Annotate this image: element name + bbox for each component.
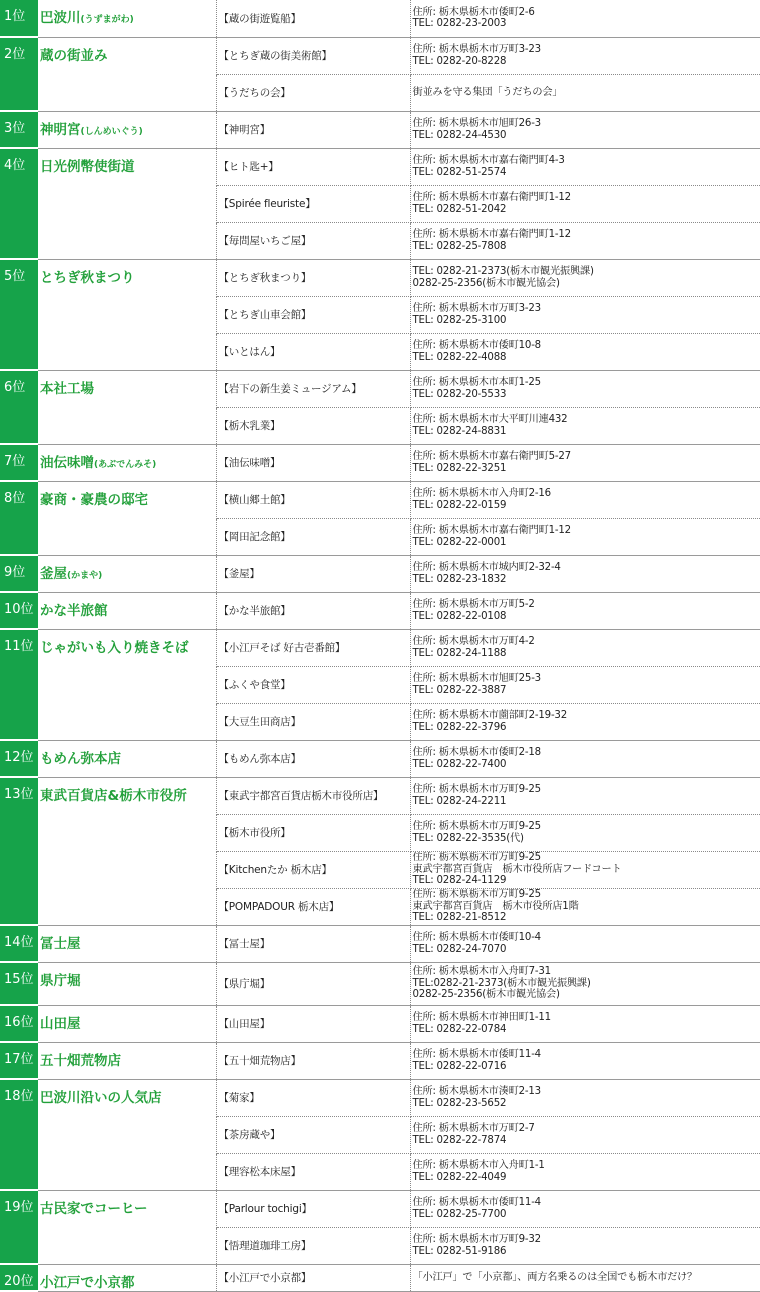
rank-label: 14位 [4, 935, 34, 950]
rank-label: 5位 [4, 269, 26, 284]
contact-info [410, 1079, 760, 1116]
contact-line: 街並みを守る集団「うだちの会」 [412, 86, 563, 98]
rank-label: 12位 [4, 750, 34, 765]
contact-line: TEL: 0282-22-3251 [412, 462, 507, 474]
table-row [0, 666, 760, 703]
theme-cell [38, 333, 216, 370]
theme-cell [38, 518, 216, 555]
place-name: 【茶房蔵や】 [216, 1116, 410, 1153]
theme-cell [38, 37, 216, 74]
theme-title: もめん弥本店 [40, 750, 121, 767]
theme-title: 油伝味噌 [40, 454, 94, 471]
contact-line: 住所: 栃木県栃木市嘉右衛門町1-12 [412, 525, 571, 536]
theme-cell [38, 592, 216, 629]
rank-cell [0, 111, 38, 148]
contact-line: 住所: 栃木県栃木市倭町10-4 [412, 932, 541, 943]
contact-line: TEL: 0282-22-7874 [412, 1134, 507, 1146]
table-row [0, 1042, 760, 1079]
contact-info [410, 1264, 760, 1291]
theme-title: 県庁堀 [40, 972, 81, 989]
place-name: 【東武宇都宮百貨店栃木市役所店】 [216, 777, 410, 814]
table-row [0, 0, 760, 37]
contact-line: TEL: 0282-25-7700 [412, 1208, 507, 1220]
theme-reading: (しんめいぐう) [80, 126, 143, 137]
table-row [0, 222, 760, 259]
rank-label: 4位 [4, 158, 26, 173]
contact-info [410, 370, 760, 407]
rank-cell [0, 222, 38, 259]
theme-cell [38, 740, 216, 777]
contact-info [410, 1042, 760, 1079]
place-name: 【油伝味噌】 [216, 444, 410, 481]
table-row [0, 1227, 760, 1264]
rank-cell [0, 1005, 38, 1042]
contact-info [410, 111, 760, 148]
theme-cell [38, 259, 216, 296]
contact-line: 住所: 栃木県栃木市倭町10-8 [412, 340, 541, 351]
theme-cell [38, 74, 216, 111]
contact-info [410, 148, 760, 185]
rank-cell [0, 296, 38, 333]
contact-line: TEL: 0282-51-9186 [412, 1245, 507, 1257]
place-name: 【Kitchenたか 栃木店】 [216, 851, 410, 888]
table-row [0, 259, 760, 296]
theme-reading: (かまや) [67, 570, 103, 581]
rank-cell [0, 1116, 38, 1153]
contact-line: TEL: 0282-24-7070 [412, 943, 507, 955]
theme-cell [38, 666, 216, 703]
contact-line: 東武宇都宮百貨店 栃木市役所店1階 [412, 900, 579, 912]
contact-line: 「小江戸」で「小京都」、両方名乗るのは全国でも栃木市だけ？ [412, 1271, 698, 1283]
theme-title: 本社工場 [40, 380, 94, 397]
contact-line: 住所: 栃木県栃木市万町9-25 [412, 821, 541, 832]
rank-label: 2位 [4, 47, 26, 62]
theme-title: 山田屋 [40, 1015, 81, 1032]
place-name: 【五十畑荒物店】 [216, 1042, 410, 1079]
place-name: 【小江戸で小京都】 [216, 1264, 410, 1291]
theme-cell [38, 629, 216, 666]
contact-info [410, 37, 760, 74]
place-name: 【うだちの会】 [216, 74, 410, 111]
rank-cell [0, 1079, 38, 1116]
place-name: 【POMPADOUR 栃木店】 [216, 888, 410, 925]
table-row [0, 555, 760, 592]
contact-line: 住所: 栃木県栃木市倭町2-6 [412, 6, 535, 18]
theme-cell [38, 1079, 216, 1116]
contact-info [410, 0, 760, 37]
place-name: 【釜屋】 [216, 555, 410, 592]
contact-line: TEL: 0282-22-3887 [412, 684, 507, 696]
contact-line: 住所: 栃木県栃木市万町4-2 [412, 636, 535, 647]
theme-cell [38, 1264, 216, 1291]
contact-info [410, 1153, 760, 1190]
contact-line: TEL: 0282-22-0108 [412, 610, 507, 622]
place-name: 【毎問屋いちご屋】 [216, 222, 410, 259]
table-row [0, 814, 760, 851]
contact-info [410, 407, 760, 444]
contact-line: TEL: 0282-22-0716 [412, 1060, 507, 1072]
theme-cell [38, 703, 216, 740]
contact-line: 住所: 栃木県栃木市倭町2-18 [412, 747, 541, 758]
place-name: 【栃木乳業】 [216, 407, 410, 444]
theme-cell [38, 370, 216, 407]
rank-label: 19位 [4, 1200, 34, 1215]
theme-cell [38, 851, 216, 888]
rank-cell [0, 74, 38, 111]
contact-info [410, 444, 760, 481]
contact-line: 住所: 栃木県栃木市万町9-25 [412, 784, 541, 795]
contact-line: TEL: 0282-24-4530 [412, 129, 507, 141]
contact-line: 住所: 栃木県栃木市入舟町1-1 [412, 1160, 545, 1171]
contact-line: TEL: 0282-22-4088 [412, 351, 507, 363]
theme-title: じゃがいも入り焼きそば [40, 639, 189, 656]
contact-line: 住所: 栃木県栃木市入舟町2-16 [412, 488, 551, 499]
rank-label: 20位 [4, 1274, 34, 1289]
table-row [0, 1153, 760, 1190]
rank-cell [0, 0, 38, 37]
theme-cell [38, 1005, 216, 1042]
contact-line: 住所: 栃木県栃木市嘉右衛門町1-12 [412, 192, 571, 203]
rank-cell [0, 407, 38, 444]
contact-info [410, 1005, 760, 1042]
contact-line: 0282-25-2356(栃木市観光協会) [412, 989, 560, 1001]
contact-line: 住所: 栃木県栃木市神田町1-11 [412, 1012, 551, 1023]
contact-line: 住所: 栃木県栃木市大平町川連432 [412, 414, 568, 425]
contact-line: TEL: 0282-20-5533 [412, 388, 507, 400]
contact-line: TEL: 0282-23-1832 [412, 573, 507, 585]
contact-info [410, 481, 760, 518]
contact-line: 住所: 栃木県栃木市万町3-23 [412, 44, 541, 55]
contact-info [410, 1227, 760, 1264]
contact-line: TEL: 0282-22-0784 [412, 1023, 507, 1035]
place-name: 【大豆生田商店】 [216, 703, 410, 740]
place-name: 【ふくや食堂】 [216, 666, 410, 703]
contact-line: 住所: 栃木県栃木市本町1-25 [412, 377, 541, 388]
theme-title: 豪商・豪農の邸宅 [40, 491, 148, 508]
theme-cell [38, 407, 216, 444]
theme-cell [38, 1042, 216, 1079]
place-name: 【とちぎ秋まつり】 [216, 259, 410, 296]
contact-info [410, 222, 760, 259]
theme-cell [38, 925, 216, 962]
theme-reading: (うずまがわ) [80, 15, 134, 25]
contact-line: TEL: 0282-21-8512 [412, 912, 507, 924]
rank-cell [0, 703, 38, 740]
place-name: 【いとはん】 [216, 333, 410, 370]
theme-title: かな半旅館 [40, 602, 108, 619]
place-name: 【山田屋】 [216, 1005, 410, 1042]
theme-cell [38, 555, 216, 592]
contact-info [410, 777, 760, 814]
rank-label: 6位 [4, 380, 26, 395]
contact-info [410, 74, 760, 111]
table-row [0, 962, 760, 1005]
rank-label: 13位 [4, 787, 34, 802]
rank-cell [0, 629, 38, 666]
contact-line: 住所: 栃木県栃木市嘉右衛門町5-27 [412, 451, 571, 462]
contact-info [410, 888, 760, 925]
place-name: 【蔵の街遊覧船】 [216, 0, 410, 37]
rank-cell [0, 777, 38, 814]
theme-cell [38, 888, 216, 925]
place-name: 【理容松本床屋】 [216, 1153, 410, 1190]
rank-cell [0, 814, 38, 851]
contact-line: TEL: 0282-20-8228 [412, 55, 507, 67]
theme-title: 東武百貨店&栃木市役所 [40, 787, 187, 804]
theme-cell [38, 148, 216, 185]
contact-line: 住所: 栃木県栃木市万町2-7 [412, 1123, 535, 1134]
contact-info [410, 259, 760, 296]
contact-line: TEL: 0282-22-0159 [412, 499, 507, 511]
rank-cell [0, 592, 38, 629]
place-name: 【Spirée fleuriste】 [216, 185, 410, 222]
theme-title: 巴波川沿いの人気店 [40, 1089, 162, 1106]
rank-cell [0, 851, 38, 888]
rank-cell [0, 666, 38, 703]
place-name: 【菊家】 [216, 1079, 410, 1116]
theme-title: 蔵の街並み [40, 47, 108, 64]
contact-line: TEL: 0282-21-2373(栃木市観光振興課) [412, 266, 594, 277]
contact-info [410, 296, 760, 333]
rank-cell [0, 481, 38, 518]
place-name: 【岩下の新生姜ミュージアム】 [216, 370, 410, 407]
table-row [0, 1264, 760, 1291]
table-row [0, 851, 760, 888]
contact-line: TEL: 0282-24-8831 [412, 425, 507, 437]
contact-info [410, 629, 760, 666]
place-name: 【Parlour tochigi】 [216, 1190, 410, 1227]
rank-cell [0, 1227, 38, 1264]
contact-line: 住所: 栃木県栃木市旭町26-3 [412, 118, 541, 129]
table-row [0, 925, 760, 962]
theme-cell [38, 111, 216, 148]
contact-line: 住所: 栃木県栃木市万町3-23 [412, 303, 541, 314]
contact-line: 住所: 栃木県栃木市万町9-25 [412, 889, 541, 901]
contact-line: TEL: 0282-24-2211 [412, 795, 507, 807]
rank-label: 16位 [4, 1015, 34, 1030]
contact-line: TEL: 0282-22-7400 [412, 758, 507, 770]
contact-line: 住所: 栃木県栃木市万町9-25 [412, 852, 541, 864]
contact-line: 住所: 栃木県栃木市湊町2-13 [412, 1086, 541, 1097]
contact-line: 住所: 栃木県栃木市嘉右衛門町4-3 [412, 155, 565, 166]
contact-line: 住所: 栃木県栃木市嘉右衛門町1-12 [412, 229, 571, 240]
table-row [0, 777, 760, 814]
table-row [0, 629, 760, 666]
rank-label: 11位 [4, 639, 34, 654]
rank-label: 1位 [4, 9, 26, 24]
rank-cell [0, 185, 38, 222]
contact-info [410, 925, 760, 962]
rank-cell [0, 259, 38, 296]
rank-label: 17位 [4, 1052, 34, 1067]
contact-line: TEL: 0282-25-7808 [412, 240, 507, 252]
contact-line: 住所: 栃木県栃木市倭町11-4 [412, 1197, 541, 1208]
theme-cell [38, 962, 216, 1005]
rank-label: 15位 [4, 972, 34, 987]
contact-info [410, 666, 760, 703]
contact-info [410, 851, 760, 888]
theme-title: 巴波川 [40, 10, 81, 26]
contact-info [410, 555, 760, 592]
theme-cell [38, 1116, 216, 1153]
theme-cell [38, 1190, 216, 1227]
contact-info [410, 814, 760, 851]
rank-label: 7位 [4, 454, 26, 469]
theme-cell [38, 814, 216, 851]
table-row [0, 444, 760, 481]
place-name: 【もめん弥本店】 [216, 740, 410, 777]
place-name: 【ヒト匙+】 [216, 148, 410, 185]
theme-cell [38, 1227, 216, 1264]
rank-cell [0, 1264, 38, 1291]
contact-line: 住所: 栃木県栃木市万町5-2 [412, 599, 535, 610]
contact-info [410, 592, 760, 629]
rank-label: 8位 [4, 491, 26, 506]
contact-info [410, 703, 760, 740]
theme-title: 神明宮 [40, 121, 81, 138]
rank-cell [0, 148, 38, 185]
theme-cell [38, 0, 216, 37]
rank-cell [0, 888, 38, 925]
place-name: 【とちぎ山車会館】 [216, 296, 410, 333]
theme-title: 五十畑荒物店 [40, 1052, 121, 1069]
table-row [0, 1116, 760, 1153]
contact-line: 住所: 栃木県栃木市薗部町2-19-32 [412, 710, 567, 721]
contact-line: 0282-25-2356(栃木市観光協会) [412, 277, 560, 289]
theme-cell [38, 777, 216, 814]
contact-line: 住所: 栃木県栃木市万町9-32 [412, 1234, 541, 1245]
contact-line: TEL: 0282-22-3535(代) [412, 832, 524, 844]
table-row [0, 37, 760, 74]
place-name: 【神明宮】 [216, 111, 410, 148]
rank-cell [0, 444, 38, 481]
contact-line: 東武宇都宮百貨店 栃木市役所店フードコート [412, 863, 622, 875]
contact-line: TEL: 0282-22-3796 [412, 721, 507, 733]
place-name: 【岡田記念館】 [216, 518, 410, 555]
rank-cell [0, 1190, 38, 1227]
rank-cell [0, 333, 38, 370]
rank-label: 10位 [4, 602, 34, 617]
table-row [0, 407, 760, 444]
theme-cell [38, 1153, 216, 1190]
rank-cell [0, 1042, 38, 1079]
rank-cell [0, 962, 38, 1005]
theme-cell [38, 296, 216, 333]
rank-label: 9位 [4, 565, 26, 580]
table-row [0, 148, 760, 185]
contact-info [410, 333, 760, 370]
place-name: 【とちぎ蔵の街美術館】 [216, 37, 410, 74]
place-name: 【栃木市役所】 [216, 814, 410, 851]
contact-info [410, 185, 760, 222]
table-row [0, 296, 760, 333]
theme-title: 日光例幣使街道 [40, 158, 135, 175]
table-row [0, 592, 760, 629]
contact-info [410, 740, 760, 777]
contact-info [410, 1116, 760, 1153]
theme-title: とちぎ秋まつり [40, 269, 135, 286]
contact-line: TEL:0282-21-2373(栃木市観光振興課) [412, 977, 591, 989]
contact-info [410, 1190, 760, 1227]
contact-line: TEL: 0282-22-0001 [412, 536, 507, 548]
theme-title: 古民家でコーヒー [40, 1200, 148, 1217]
theme-cell [38, 185, 216, 222]
theme-reading: (あぶでんみそ) [94, 459, 157, 470]
contact-line: TEL: 0282-51-2042 [412, 203, 507, 215]
theme-title: 釜屋 [40, 565, 67, 582]
place-name: 【県庁堀】 [216, 962, 410, 1005]
table-row [0, 481, 760, 518]
table-row [0, 333, 760, 370]
theme-cell [38, 222, 216, 259]
contact-line: 住所: 栃木県栃木市入舟町7-31 [412, 966, 551, 978]
contact-line: TEL: 0282-23-2003 [412, 18, 507, 30]
place-name: 【悟理道珈琲工房】 [216, 1227, 410, 1264]
rank-cell [0, 925, 38, 962]
theme-title: 冨士屋 [40, 935, 81, 952]
contact-line: 住所: 栃木県栃木市旭町25-3 [412, 673, 541, 684]
table-row [0, 74, 760, 111]
contact-line: TEL: 0282-51-2574 [412, 166, 507, 178]
rank-cell [0, 740, 38, 777]
contact-line: TEL: 0282-22-4049 [412, 1171, 507, 1183]
rank-cell [0, 1153, 38, 1190]
table-row [0, 740, 760, 777]
contact-info [410, 518, 760, 555]
table-row [0, 111, 760, 148]
place-name: 【横山郷土館】 [216, 481, 410, 518]
rank-label: 18位 [4, 1089, 34, 1104]
place-name: 【小江戸そば 好古壱番館】 [216, 629, 410, 666]
table-row [0, 1190, 760, 1227]
table-row [0, 1005, 760, 1042]
contact-line: TEL: 0282-24-1188 [412, 647, 507, 659]
table-row [0, 888, 760, 925]
contact-line: 住所: 栃木県栃木市倭町11-4 [412, 1049, 541, 1060]
theme-cell [38, 444, 216, 481]
table-row [0, 518, 760, 555]
rank-cell [0, 518, 38, 555]
rank-label: 3位 [4, 121, 26, 136]
contact-line: 住所: 栃木県栃木市城内町2-32-4 [412, 562, 561, 573]
table-row [0, 370, 760, 407]
contact-line: TEL: 0282-24-1129 [412, 875, 507, 887]
place-name: 【冨士屋】 [216, 925, 410, 962]
table-row [0, 185, 760, 222]
rank-cell [0, 555, 38, 592]
table-row [0, 703, 760, 740]
table-row [0, 1079, 760, 1116]
rank-cell [0, 370, 38, 407]
theme-cell [38, 481, 216, 518]
rank-cell [0, 37, 38, 74]
contact-line: TEL: 0282-23-5652 [412, 1097, 507, 1109]
theme-title: 小江戸で小京都 [40, 1274, 135, 1291]
contact-line: TEL: 0282-25-3100 [412, 314, 507, 326]
contact-info [410, 962, 760, 1005]
place-name: 【かな半旅館】 [216, 592, 410, 629]
